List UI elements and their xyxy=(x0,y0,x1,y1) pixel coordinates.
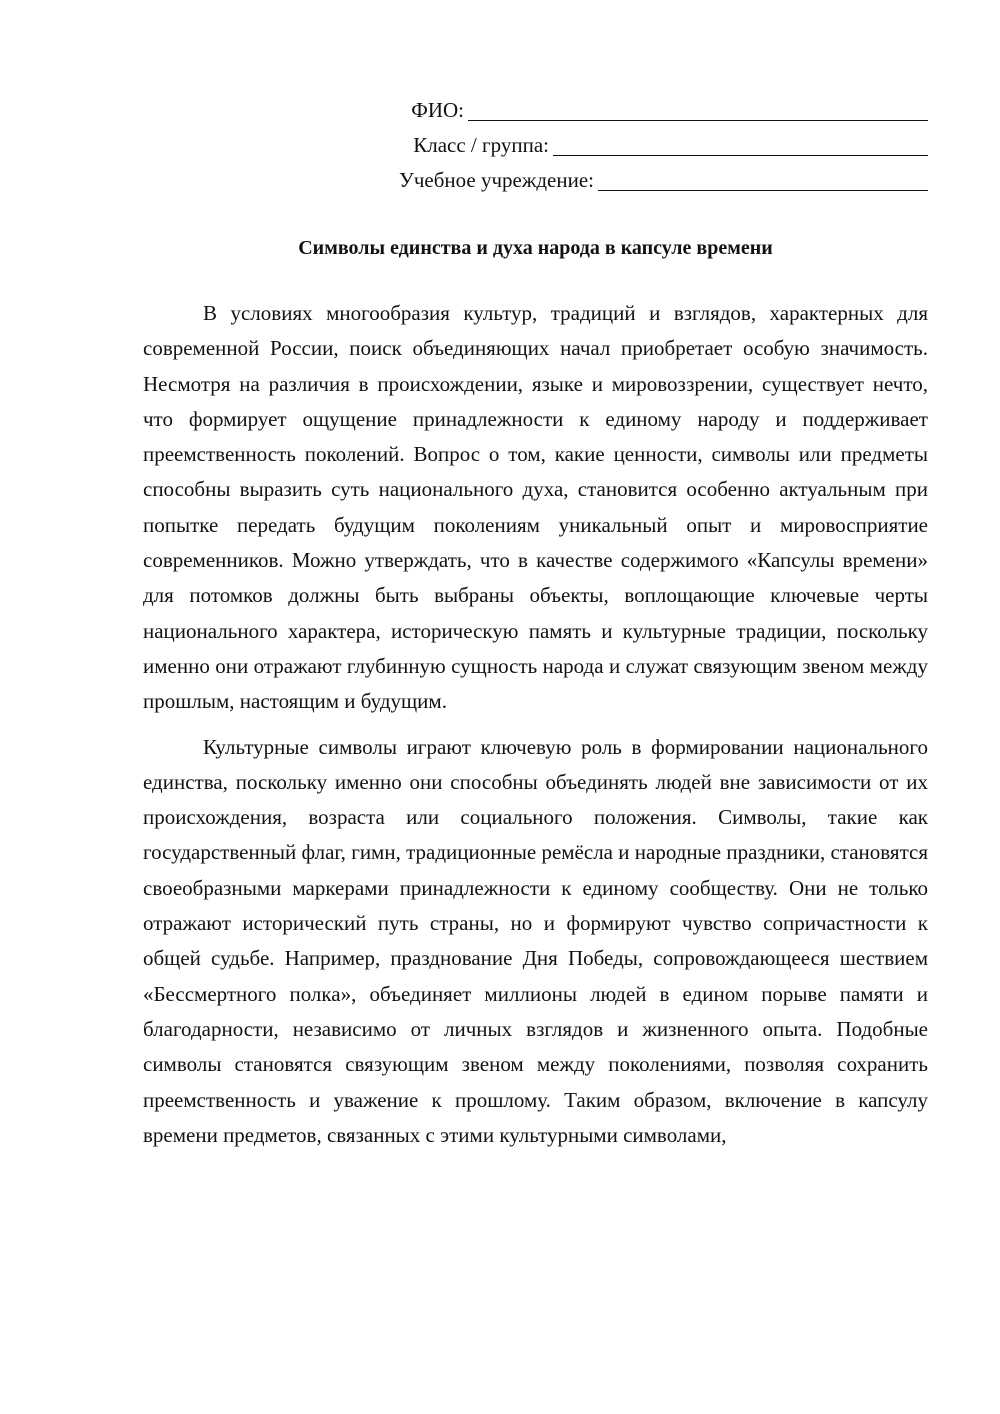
fio-blank-line xyxy=(468,94,928,121)
class-label: Класс / группа: xyxy=(413,133,549,157)
class-blank-line xyxy=(553,129,928,156)
student-info-block xyxy=(143,93,928,198)
fio-row xyxy=(143,93,928,128)
class-row xyxy=(143,128,928,163)
paragraph-1: В условиях многообразия культур, традиций и взглядов, характерных для современной России, поиск объединяющих начал приобретает особую значимость. Несмотря на различия в происхождении, языке и мировоззрении, существует нечто, что формирует ощущение принадлежности к единому народу и поддерживает преемственность поколений. Вопрос о том, какие ценности, символы или предметы способны выразить суть национального духа, становится особенно актуальным при попытке передать будущим поколениям уникальный опыт и мировосприятие современников. Можно утверждать, что в качестве содержимого «Капсулы времени» для потомков должны быть выбраны объекты, воплощающие ключевые черты национального характера, историческую память и культурные традиции, поскольку именно они отражают глубинную сущность народа и служат связующим звеном между прошлым, настоящим и будущим. xyxy=(143,301,928,714)
school-label: Учебное учреждение: xyxy=(398,168,594,192)
fio-label: ФИО: xyxy=(411,98,464,122)
paragraph-2: Культурные символы играют ключевую роль в формировании национального единства, поскольку именно они способны объединять людей вне зависимости от их происхождения, возраста или социального положения. Символы, такие как государственный флаг, гимн, традиционные ремёсла и народные праздники, становятся своеобразными маркерами принадлежности к единому сообществу. Они не только отражают исторический путь страны, но и формируют чувство сопричастности к общей судьбе. Например, празднование Дня Победы, сопровождающееся шествием «Бессмертного полка», объединяет миллионы людей в едином порыве памяти и благодарности, независимо от личных взглядов и жизненного опыта. Подобные символы становятся связующим звеном между поколениями, позволяя сохранить преемственность и уважение к прошлому. Таким образом, включение в капсулу времени предметов, связанных с этими культурными символами, xyxy=(143,734,928,1147)
school-row xyxy=(143,163,928,198)
essay-body xyxy=(143,296,928,1153)
document-title: Символы единства и духа народа в капсуле времени xyxy=(298,237,773,259)
school-blank-line xyxy=(598,164,928,191)
